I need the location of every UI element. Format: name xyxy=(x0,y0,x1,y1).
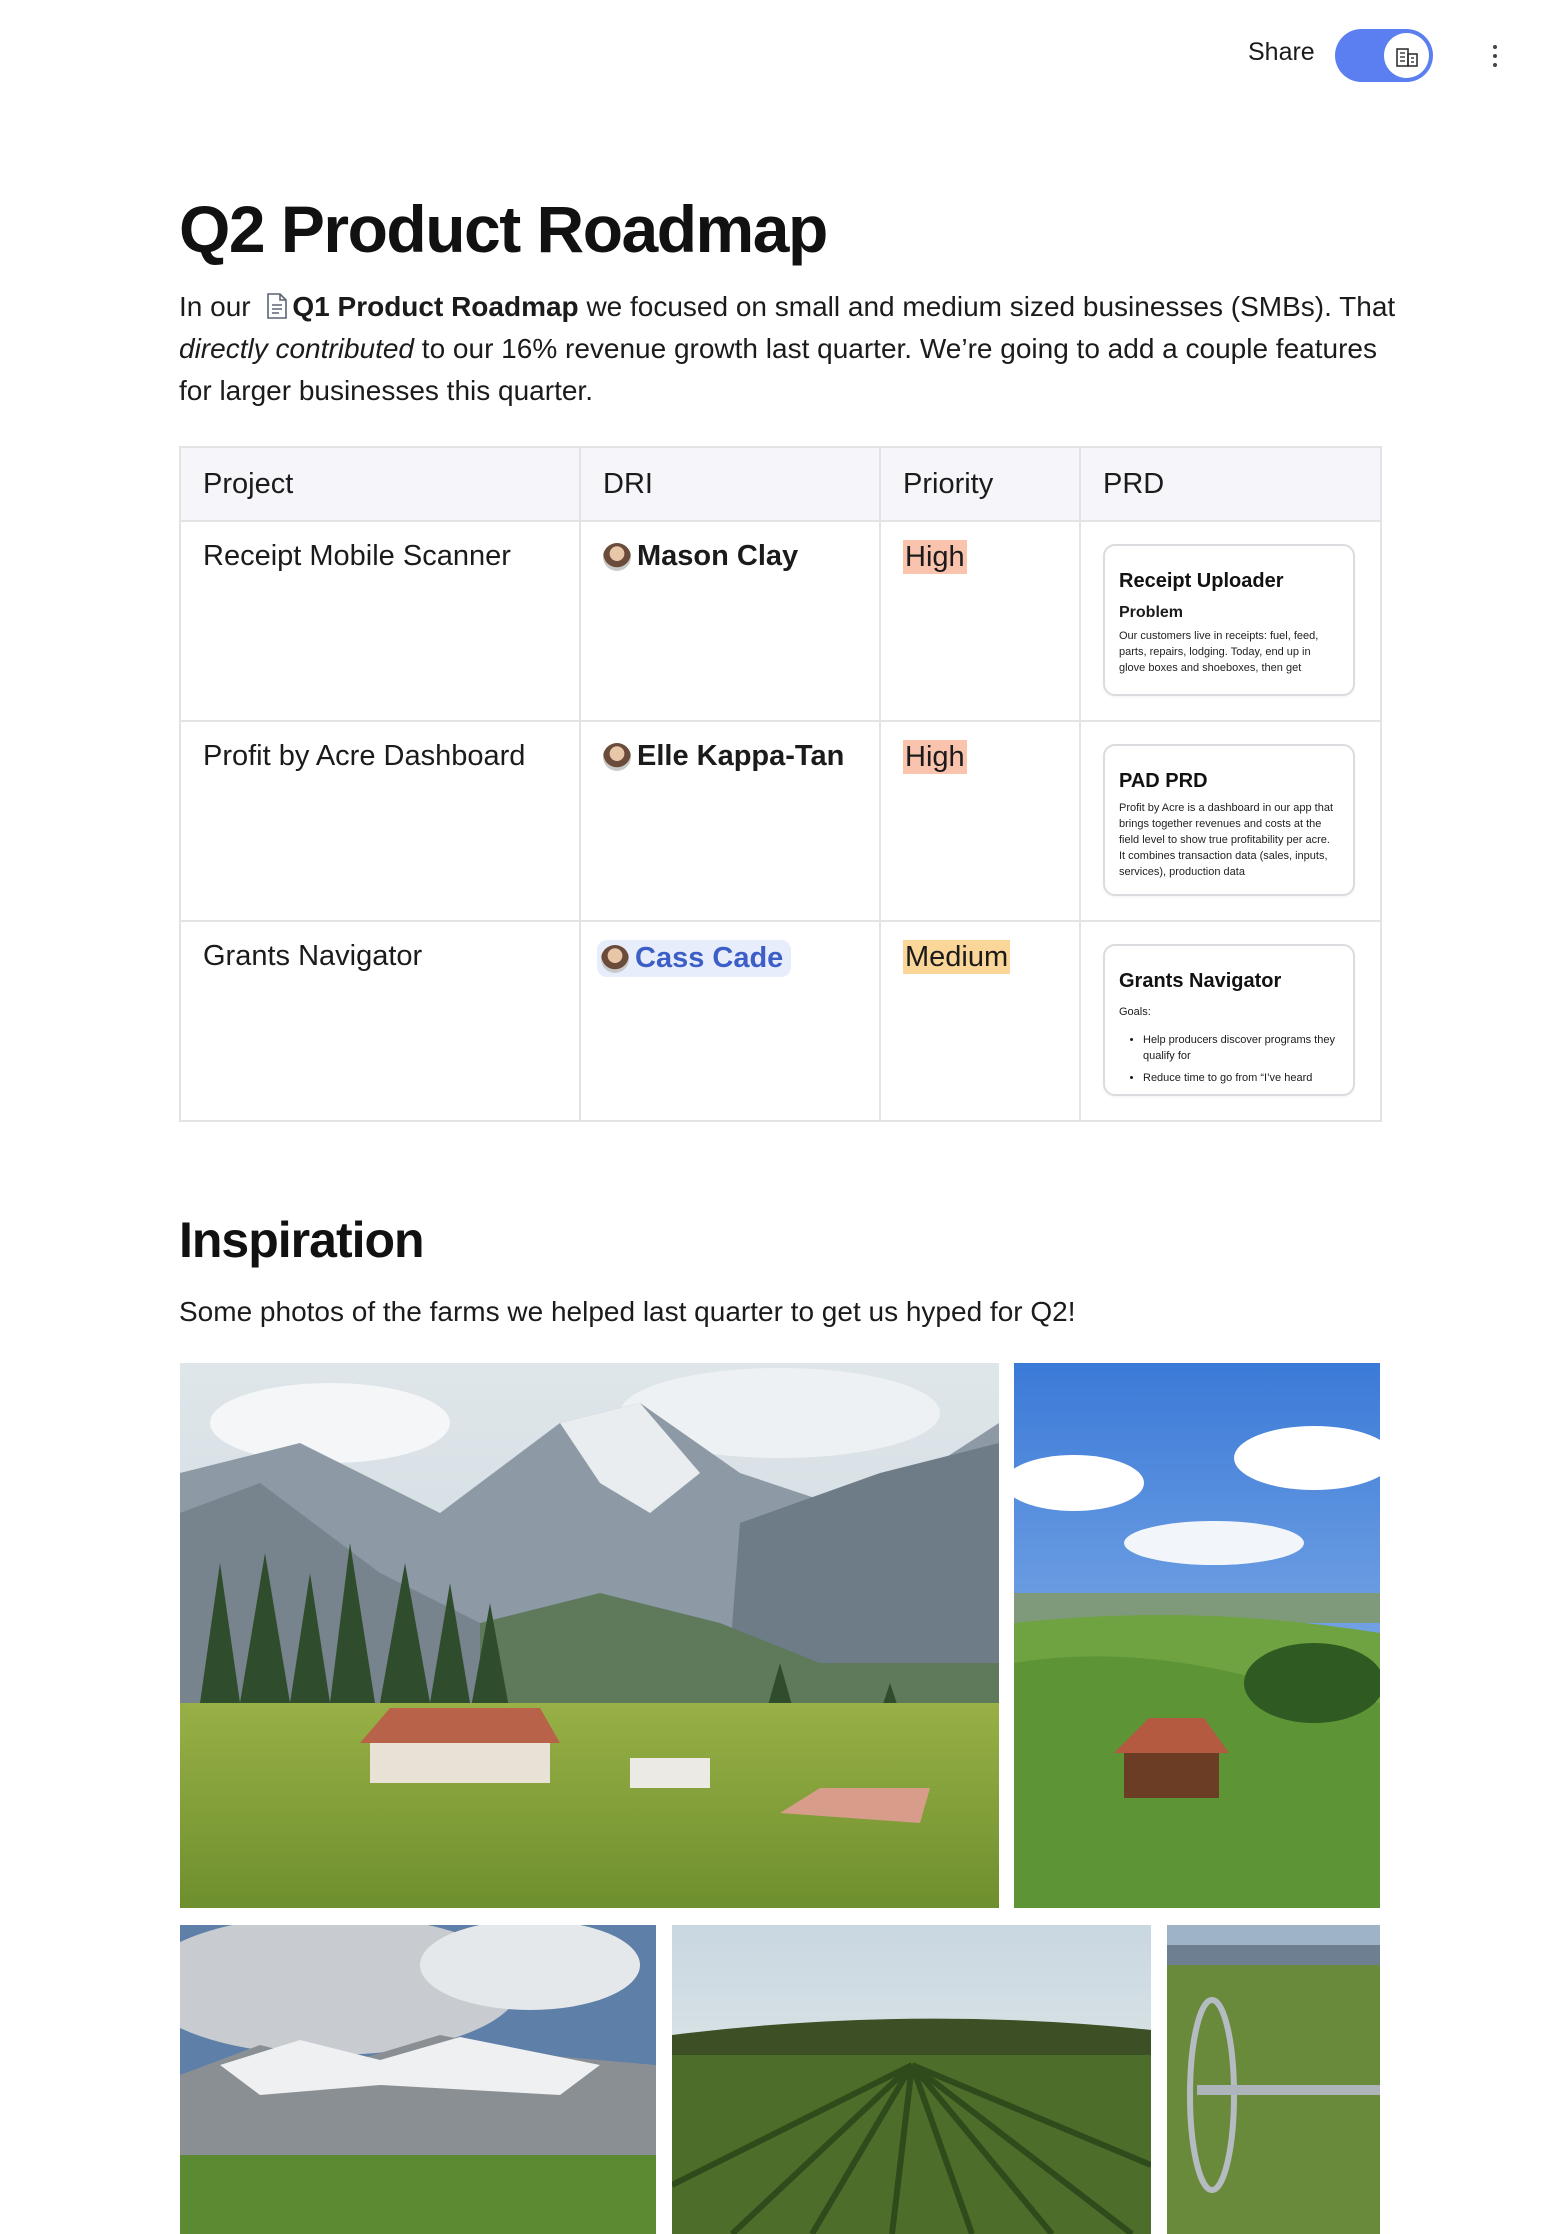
document-icon xyxy=(266,293,288,319)
prd-card-body: Profit by Acre is a dashboard in our app that brings together revenues and costs at the field level to show true profitability per acre. It combines transaction data (sales, inputs, services), production data xyxy=(1119,802,1334,878)
project-cell[interactable]: Profit by Acre Dashboard xyxy=(180,721,580,921)
crop-rows-image xyxy=(672,1925,1151,2234)
snowy-mountains-image xyxy=(180,1925,656,2234)
page-title[interactable]: Q2 Product Roadmap xyxy=(179,192,827,266)
column-header-prd[interactable]: PRD xyxy=(1080,447,1381,521)
avatar xyxy=(603,543,631,571)
photo-crop-rows[interactable] xyxy=(672,1925,1151,2234)
column-header-dri[interactable]: DRI xyxy=(580,447,880,521)
list-item: • Help producers discover programs they qualify for xyxy=(1143,1032,1339,1064)
workspace-toggle[interactable] xyxy=(1335,29,1433,82)
prd-card-preview[interactable] xyxy=(1103,944,1355,1096)
photo-snowy-mountains[interactable] xyxy=(180,1925,656,2234)
table-row xyxy=(180,921,1381,1121)
prd-card-subtitle: Problem xyxy=(1119,604,1184,621)
priority-badge: High xyxy=(905,741,965,773)
roadmap-table xyxy=(179,446,1382,1122)
building-icon xyxy=(1394,43,1420,69)
top-bar xyxy=(0,0,1558,110)
prd-cell xyxy=(1080,521,1381,721)
inspiration-paragraph[interactable]: Some photos of the farms we helped last quarter to get us hyped for Q2! xyxy=(179,1296,1076,1327)
avatar xyxy=(601,945,629,973)
project-cell[interactable]: Receipt Mobile Scanner xyxy=(180,521,580,721)
person-mention[interactable]: Elle Kappa-Tan xyxy=(603,740,844,773)
prd-card-label: Goals: xyxy=(1119,1006,1151,1018)
prd-card-body: Our customers live in receipts: fuel, feed, parts, repairs, lodging. Today, end up in glove boxes and shoeboxes, then get xyxy=(1119,630,1319,674)
alpine-farm-image xyxy=(180,1363,999,1908)
photo-irrigation-field[interactable] xyxy=(1167,1925,1380,2234)
q1-roadmap-link[interactable]: Q1 Product Roadmap xyxy=(258,291,578,322)
list-item: • Reduce time to go from “I’ve heard xyxy=(1143,1070,1339,1086)
prd-cell xyxy=(1080,921,1381,1121)
share-button[interactable]: Share xyxy=(1248,38,1315,66)
toggle-knob xyxy=(1384,33,1429,78)
intro-paragraph[interactable]: In our Q1 Product Roadmap we focused on small and medium sized businesses (SMBs). That directly contributed to our 16% revenue growth last quarter. We’re going to add a couple features for larger businesses this quarter. xyxy=(179,291,1396,406)
prd-cell xyxy=(1080,721,1381,921)
prd-card-preview[interactable] xyxy=(1103,544,1355,696)
prd-card-title: Grants Navigator xyxy=(1119,970,1282,992)
table-header-row xyxy=(180,447,1381,521)
table-row xyxy=(180,521,1381,721)
dri-cell[interactable] xyxy=(580,721,880,921)
photo-hillside-farm[interactable] xyxy=(1014,1363,1380,1908)
more-options-button[interactable] xyxy=(1480,36,1510,76)
more-vertical-icon xyxy=(1493,45,1497,49)
photo-alpine-farm[interactable] xyxy=(180,1363,999,1908)
priority-badge: High xyxy=(905,541,965,573)
document-body xyxy=(179,190,1396,1332)
column-header-project[interactable]: Project xyxy=(180,447,580,521)
person-mention[interactable]: Cass Cade xyxy=(597,940,791,977)
hillside-farm-image xyxy=(1014,1363,1380,1908)
prd-card-list xyxy=(1119,1032,1339,1086)
prd-card-title: PAD PRD xyxy=(1119,770,1208,792)
section-heading-inspiration[interactable]: Inspiration xyxy=(179,1212,424,1268)
priority-badge: Medium xyxy=(905,941,1009,973)
priority-cell[interactable] xyxy=(880,721,1080,921)
table-row xyxy=(180,721,1381,921)
prd-card-preview[interactable] xyxy=(1103,744,1355,896)
irrigation-field-image xyxy=(1167,1925,1380,2234)
priority-cell[interactable] xyxy=(880,921,1080,1121)
project-cell[interactable]: Grants Navigator xyxy=(180,921,580,1121)
avatar xyxy=(603,743,631,771)
dri-cell[interactable] xyxy=(580,521,880,721)
prd-card-title: Receipt Uploader xyxy=(1119,570,1284,592)
column-header-priority[interactable]: Priority xyxy=(880,447,1080,521)
dri-cell[interactable] xyxy=(580,921,880,1121)
person-mention[interactable]: Mason Clay xyxy=(603,540,798,573)
priority-cell[interactable] xyxy=(880,521,1080,721)
